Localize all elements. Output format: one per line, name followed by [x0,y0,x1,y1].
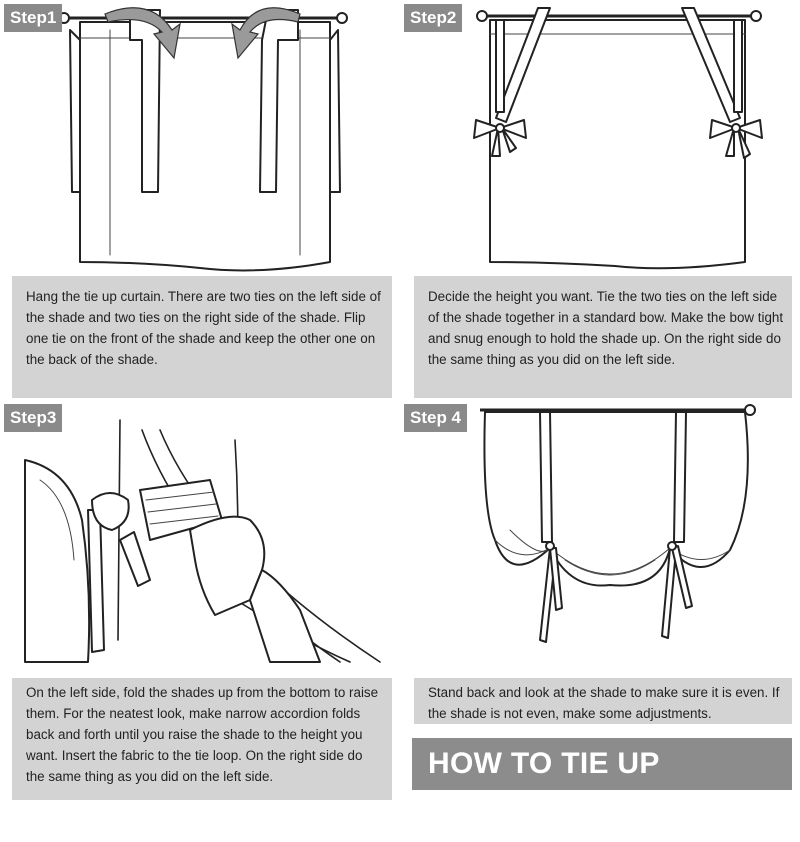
step-1-label: Step1 [4,4,62,32]
step-2-text: Decide the height you want. Tie the two ties on the left side of the shade together in a standard bow. Make the bow tight and snug enough to hold the shade up. On the right side do the same thing as you did on the left side. [414,276,792,398]
step-3-text: On the left side, fold the shades up from the bottom to raise them. For the neatest look, make narrow accordion folds back and forth until you raise the shade to the height you want. Insert the fabric to the tie loop. On the right side do the same thing as you did on the left side. [12,678,392,800]
step-1-panel [0,0,400,400]
title-banner: HOW TO TIE UP CURTAIN [412,738,792,790]
step-4-illustration [400,400,800,678]
step-2-panel [400,0,800,400]
step-1-text: Hang the tie up curtain. There are two ties on the left side of the shade and two ties on the right side of the shade. Flip one tie on the front of the shade and keep the other one on the back of the shade. [12,276,392,398]
step-3-panel [0,400,400,800]
step-3-label: Step3 [4,404,62,432]
step-3-illustration [0,400,400,678]
step-2-label: Step2 [404,4,462,32]
step-4-text: Stand back and look at the shade to make sure it is even. If the shade is not even, make some adjustments. [414,678,792,724]
step-2-illustration [400,0,800,280]
step-4-label: Step 4 [404,404,467,432]
step-1-illustration [0,0,400,280]
